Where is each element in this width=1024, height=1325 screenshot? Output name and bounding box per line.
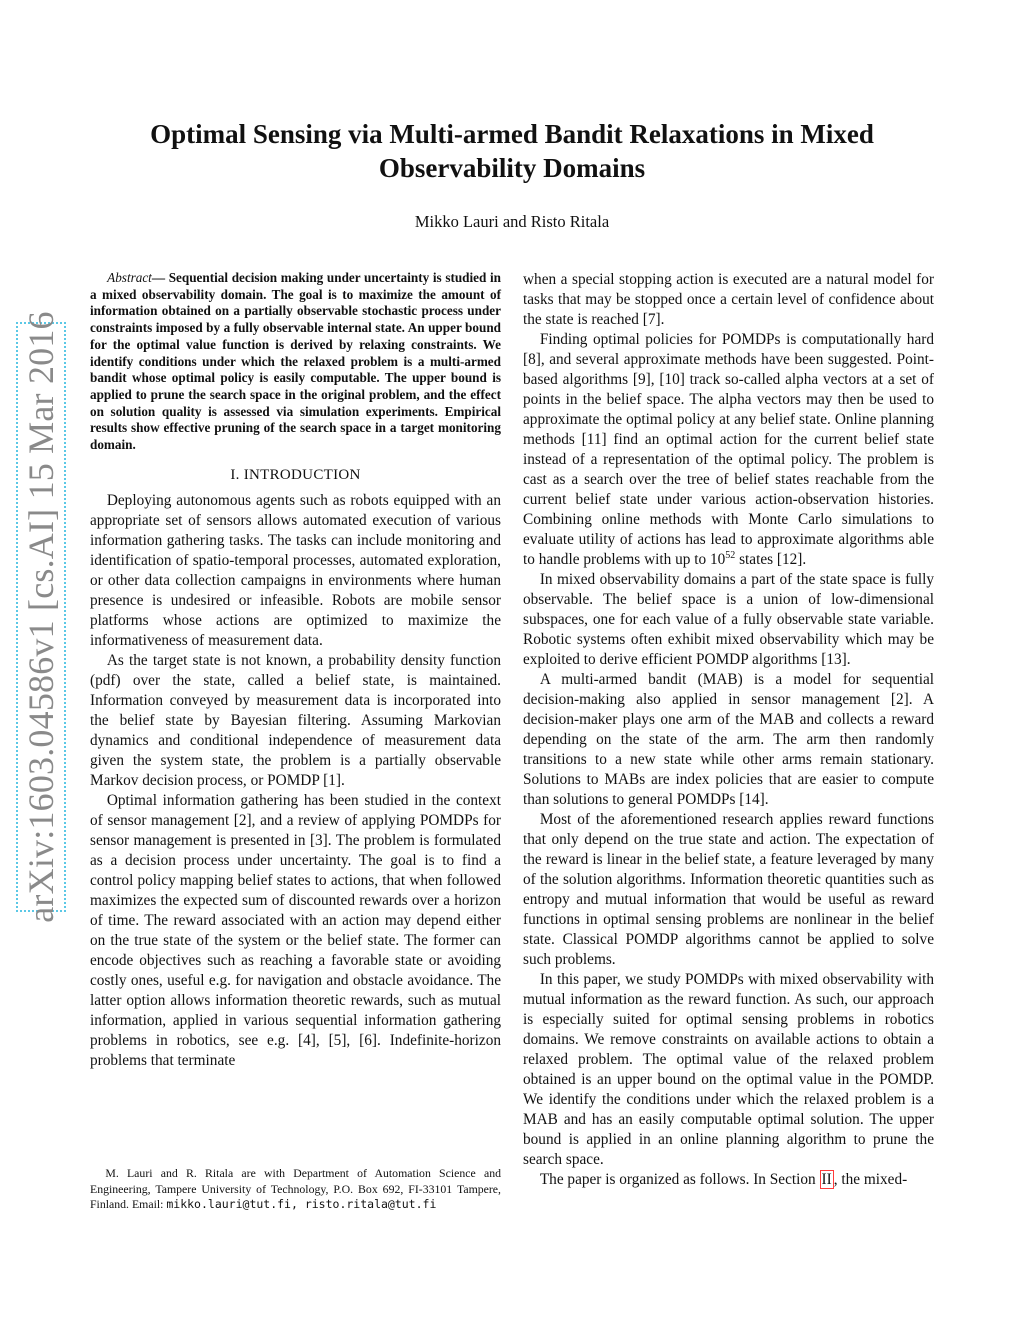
body-text: states [12]. (735, 551, 807, 568)
title-line-1: Optimal Sensing via Multi-armed Bandit Relaxations in Mixed (150, 119, 874, 149)
arxiv-identifier-stamp[interactable] (16, 311, 66, 923)
body-paragraph: A multi-armed bandit (MAB) is a model for sequential decision-making also applied in sensor management [2]. A decision-maker plays one arm of the MAB and collects a reward depending on the state of the arm. The arm then randomly transitions to a new state while other arms remain stationary. Solutions to MABs are index policies that are easier to compute than solutions to general POMDPs [14]. (523, 671, 934, 808)
abstract-label: Abstract (107, 270, 152, 285)
footnote-email[interactable]: mikko.lauri@tut.fi, risto.ritala@tut.fi (166, 1197, 437, 1211)
body-paragraph (523, 1170, 934, 1190)
authors: Mikko Lauri and Risto Ritala (414, 212, 610, 231)
abstract (90, 270, 501, 454)
section-reference-link[interactable]: II (821, 1171, 832, 1188)
paper-title (90, 117, 934, 185)
body-text: , the mixed- (833, 1171, 908, 1188)
author-footnote (90, 1166, 501, 1213)
body-paragraph: In mixed observability domains a part of the state space is fully observable. The belief space is a union of low-dimensional subspaces, one for each value of a fully observable state variable. Robotic systems often exhibit mixed observability which may be exploited to derive efficient POMDP algorithms [13]. (523, 571, 934, 668)
body-paragraph: In this paper, we study POMDPs with mixed observability with mutual information as the reward function. As such, our approach is especially suited for optimal sensing problems in robotics domains. We remove constraints on available actions to obtain a relaxed problem. The optimal value of the relaxed problem obtained is an upper bound on the optimal value in the POMDP. We identify the conditions under which the relaxed problem is a MAB and has an easily computable optimal solution. The upper bound is applied in an online planning algorithm to prune the search space. (523, 971, 934, 1168)
intro-paragraph: Deploying autonomous agents such as robots equipped with an appropriate set of sensors allows automated execution of various information gathering tasks. The tasks can include monitoring and identification of spatio-temporal processes, automated exploration, or other data collection campaigns in environments where human presence is undesired or infeasible. Robots are mobile sensor platforms whose actions are optimized to maximize the informativeness of measurement data. (90, 491, 501, 649)
arxiv-identifier: arXiv:1603.04586v1 [cs.AI] 15 Mar 2016 (21, 311, 61, 923)
left-column (90, 270, 501, 1071)
body-text: Finding optimal policies for POMDPs is computationally hard [8], and several approximate methods have been suggested. Point-based algorithms [9], [10] track so-called alpha vectors at a set of points in the belief space. The alpha vectors may then be used to approximate the optimal policy at any belief state. Online planning methods [11] find an optimal action for the current belief state instead of a representation of the optimal policy. The problem is cast as a search over the tree of belief states reachable from the current belief state under various action-observation histories. Combining online methods with Monte Carlo simulations to evaluate utility of actions has lead to approximate algorithms able to handle problems with up to 10 (523, 331, 934, 568)
footnote-text: M. Lauri and R. Ritala are with Department of Automation Science and Engineering, Tampere University of Technology, P.O. Box 692, FI-33101 Tampere, Finland. Email: (90, 1166, 501, 1211)
intro-paragraph: Optimal information gathering has been studied in the context of sensor management [2], and a review of applying POMDPs for sensor management is presented in [3]. The problem is formulated as a decision process under uncertainty. The goal is to find a control policy mapping belief states to actions, that when followed maximizes the expected sum of discounted rewards over a horizon of time. The reward associated with an action may depend either on the true state of the system or the belief state. The former can encode objectives such as reaching a favorable state or avoiding costly ones, useful e.g. for navigation and obstacle avoidance. The latter option allows information theoretic rewards, such as mutual information, applied in various sequential information gathering problems in robotics, see e.g. [4], [5], [6]. Indefinite-horizon problems that terminate (90, 791, 501, 1069)
right-column (523, 270, 934, 1190)
abstract-text: — Sequential decision making under uncertainty is studied in a mixed observability domain. The goal is to maximize the amount of information obtained on a partially observable stochastic process under constraints imposed by a fully observable internal state. An upper bound for the optimal value function is derived by relaxing constraints. We identify conditions under which the relaxed problem is a multi-armed bandit whose optimal policy is easily computable. The upper bound is applied to prune the search space in the original problem, and the effect on solution quality is assessed via simulation experiments. Empirical results show effective pruning of the search space in a target monitoring domain. (90, 270, 501, 453)
intro-paragraph: As the target state is not known, a probability density function (pdf) over the state, called a belief state, is maintained. Information conveyed by measurement data is incorporated into the belief state by Bayesian filtering. Assuming Markovian dynamics and conditional independence of measurement data given the system state, the problem is a partially observable Markov decision process, or POMDP [1]. (90, 651, 501, 789)
exponent: 52 (725, 549, 736, 561)
body-paragraph (523, 330, 934, 570)
section-heading-introduction: I. INTRODUCTION (230, 466, 361, 483)
body-text: The paper is organized as follows. In Section (539, 1171, 820, 1188)
body-paragraph: Most of the aforementioned research applies reward functions that only depend on the true state and action. The expectation of the reward is linear in the belief state, a feature leveraged by many of the solution algorithms. Information theoretic quantities such as entropy and mutual information that would be useful as reward functions in optimal sensing problems are nonlinear in the belief state. Classical POMDP algorithms cannot be applied to solve such problems. (523, 811, 934, 968)
body-paragraph: when a special stopping action is executed are a natural model for tasks that may be stopped once a certain level of confidence about the state is reached [7]. (523, 271, 934, 328)
title-line-2: Observability Domains (378, 153, 646, 183)
